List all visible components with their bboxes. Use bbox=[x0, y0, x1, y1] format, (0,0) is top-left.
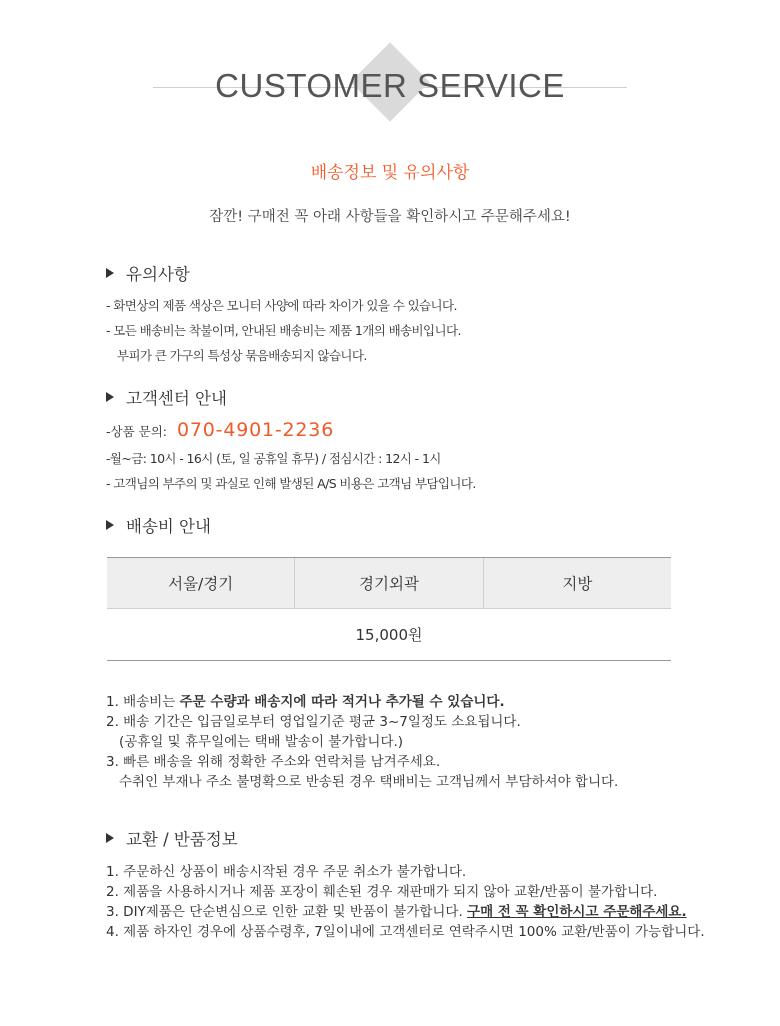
intro-text: 잠깐! 구매전 꼭 아래 사항들을 확인하시고 주문해주세요! bbox=[209, 209, 571, 225]
notice-line: - 화면상의 제품 색상은 모니터 사양에 따라 차이가 있을 수 있습니다. bbox=[106, 298, 457, 313]
list-item: 2. 제품을 사용하시거나 제품 포장이 훼손된 경우 재판매가 되지 않아 교환/반품이 불가합니다. bbox=[106, 884, 658, 900]
triangle-bullet-icon bbox=[106, 520, 114, 530]
triangle-bullet-icon bbox=[106, 392, 114, 402]
cs-heading bbox=[106, 385, 227, 409]
cs-heading-label: 고객센터 안내 bbox=[126, 389, 227, 408]
list-item: 4. 제품 하자인 경우에 상품수령후, 7일이내에 고객센터로 연락주시면 100% 교환/반품이 가능합니다. bbox=[106, 924, 705, 940]
list-item-text: 3. DIY제품은 단순변심으로 인한 교환 및 반품이 불가합니다. bbox=[106, 904, 468, 920]
list-item-text: 1. 배송비는 bbox=[106, 694, 180, 710]
hours-text: -월~금: 10시 - 16시 (토, 일 공휴일 휴무) / 점심시간 : 12시 - 1시 bbox=[106, 451, 441, 466]
exchange-heading-label: 교환 / 반품정보 bbox=[126, 830, 238, 849]
list-item bbox=[106, 902, 705, 922]
fee-notes-list bbox=[106, 692, 618, 792]
notice-line: - 모든 배송비는 착불이며, 안내된 배송비는 제품 1개의 배송비입니다. bbox=[106, 323, 461, 338]
exchange-list bbox=[106, 862, 705, 942]
list-item: 수취인 부재나 주소 불명확으로 반송된 경우 택배비는 고객님께서 부담하셔야 합니다. bbox=[119, 774, 619, 790]
list-item: 1. 주문하신 상품이 배송시작된 경우 주문 취소가 불가합니다. bbox=[106, 864, 467, 880]
list-item: (공휴일 및 휴무일에는 택배 발송이 불가합니다.) bbox=[119, 734, 404, 750]
phone-number[interactable]: 070-4901-2236 bbox=[177, 419, 335, 441]
list-item: 3. 빠른 배송을 위해 정확한 주소와 연락처를 남겨주세요. bbox=[106, 754, 441, 770]
notice-heading bbox=[106, 261, 190, 285]
notice-heading-label: 유의사항 bbox=[126, 265, 190, 284]
shipping-info-title: 배송정보 및 유의사항 bbox=[310, 163, 470, 183]
price-row: 15,000원 bbox=[107, 609, 671, 661]
page-header bbox=[0, 38, 780, 138]
fee-heading bbox=[106, 513, 211, 537]
table-header-cell: 지방 bbox=[562, 575, 593, 593]
phone-row bbox=[106, 419, 334, 441]
phone-label: -상품 문의: bbox=[106, 424, 167, 439]
shipping-fee-table bbox=[107, 557, 671, 661]
table-header-cell: 서울/경기 bbox=[107, 558, 295, 608]
notice-line: 부피가 큰 가구의 특성상 묶음배송되지 않습니다. bbox=[117, 348, 367, 363]
as-note: - 고객님의 부주의 및 과실로 인해 발생된 A/S 비용은 고객님 부담입니다. bbox=[106, 476, 476, 491]
list-item-emphasis: 구매 전 꼭 확인하시고 주문해주세요. bbox=[467, 904, 687, 920]
triangle-bullet-icon bbox=[106, 833, 114, 843]
exchange-heading bbox=[106, 826, 238, 850]
page-title: CUSTOMER SERVICE bbox=[215, 67, 565, 104]
table-header-cell: 경기외곽 bbox=[295, 558, 483, 608]
fee-heading-label: 배송비 안내 bbox=[126, 517, 211, 536]
list-item bbox=[106, 692, 618, 712]
table-header-row bbox=[107, 557, 671, 609]
list-item-emphasis: 주문 수량과 배송지에 따라 적거나 추가될 수 있습니다. bbox=[179, 694, 505, 710]
list-item: 2. 배송 기간은 입금일로부터 영업일기준 평균 3~7일정도 소요됩니다. bbox=[106, 714, 521, 730]
triangle-bullet-icon bbox=[106, 268, 114, 278]
